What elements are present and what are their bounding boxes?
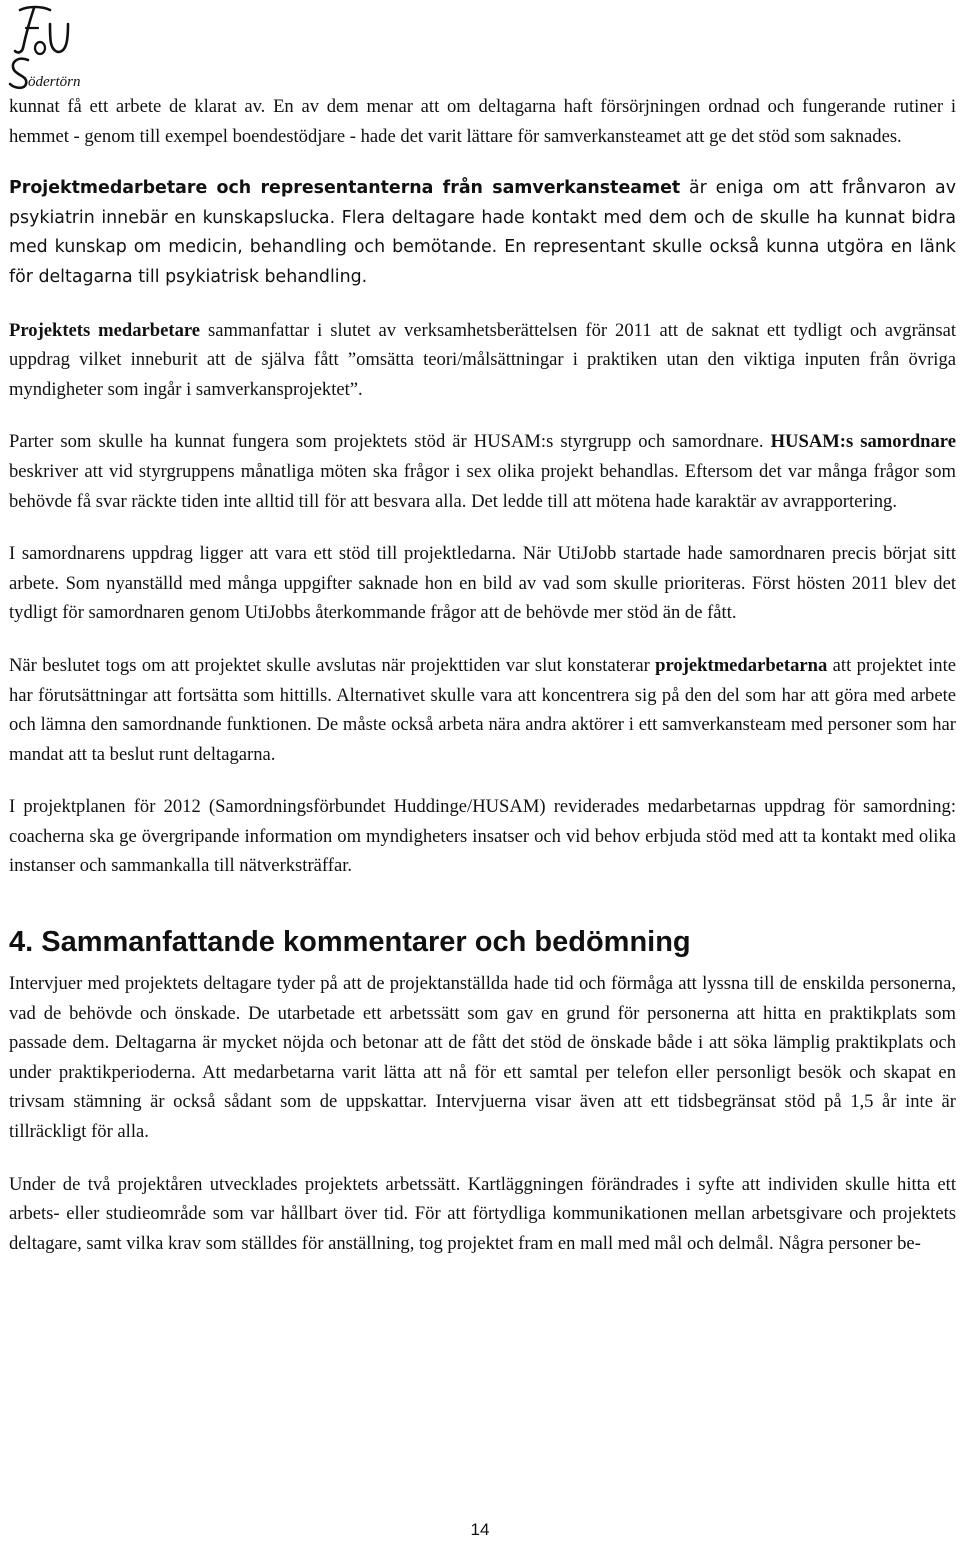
document-body [9, 92, 956, 1281]
paragraph-1 [9, 92, 956, 151]
paragraph-6 [9, 651, 956, 769]
paragraph-4-text-a: Parter som skulle ha kunnat fungera som projektets stöd är HUSAM:s styrgrupp och samordnare. [9, 431, 771, 453]
paragraph-5 [9, 539, 956, 628]
paragraph-6-text-b: att projektet inte har förutsättningar att fortsätta som hittills. Alternativet skulle vara att koncentrera sig på den del som har att göra med arbete och lämna den samordnande funktionen. De måste också arbeta nära andra aktörer i ett samverkansteam med personer som har mandat att ta beslut runt deltagarna. [9, 654, 956, 765]
fou-sodertorn-logo [6, 4, 92, 90]
paragraph-6-bold: projektmedarbetarna [655, 654, 828, 676]
paragraph-2 [9, 174, 956, 292]
paragraph-4 [9, 427, 956, 516]
paragraph-6-text-a: När beslutet togs om att projektet skulle avslutas när projekttiden var slut konstaterar [9, 654, 656, 676]
paragraph-3-bold: Projektets medarbetare [9, 319, 201, 341]
section-heading: 4. Sammanfattande kommentarer och bedömning [9, 926, 691, 959]
paragraph-1-text: kunnat få ett arbete de klarat av. En av dem menar att om deltagarna haft försörjningen ordnad och fungerande rutiner i hemmet - genom till exempel boendestödjare - hade det varit lättare för samverkansteamet att ge det stöd som saknades. [9, 96, 956, 147]
paragraph-2-bold: Projektmedarbetare och representanterna från samverkansteamet [9, 178, 681, 199]
page-number: 14 [470, 1520, 490, 1539]
section-paragraph-1: Intervjuer med projektets deltagare tyder på att de projektanställda hade tid och förmåga att lyssna till de enskilda personerna, vad de behövde och önskade. De utarbetade ett arbetssätt som gav en grund för personerna att hitta en praktikplats som passade dem. Deltagarna är mycket nöjda och betonar att de fått det stöd de önskade både i att söka lämplig praktikplats och under praktikperioderna. Att medarbetarna varit lätta att nå för ett samtal per telefon eller personligt besök och skapat en trivsam stämning är också sådant som de uppskattar. Intervjuerna visar även att ett tidsbegränsat stöd på 1,5 år inte är tillräckligt för alla. [9, 973, 956, 1143]
paragraph-3 [9, 316, 956, 405]
paragraph-4-text-b: beskriver att vid styrgruppens månatliga möten ska frågor i sex olika projekt behandlas. Eftersom det var många frågor som behövde få svar räckte tiden inte alltid till för att besvara alla. Det ledde till att mötena hade karaktär av avrapportering. [9, 460, 956, 512]
section-paragraph-2: Under de två projektåren utvecklades projektets arbetssätt. Kartläggningen förändrades i syfte att individen skulle hitta ett arbets- eller studieområde som var hållbart över tid. För att förtydliga kommunikationen mellan arbetsgivare och projektets deltagare, samt vilka krav som ställdes för anställning, tog projektet fram en mall med mål och delmål. Några personer be- [9, 1173, 956, 1254]
paragraph-7-text: I projektplanen för 2012 (Samordningsförbundet Huddinge/HUSAM) reviderades medarbetarnas uppdrag för samordning: coacherna ska ge övergripande information om myndigheters insatser och vid behov erbjuda stöd med att ta kontakt med olika instanser och sammankalla till nätverksträffar. [9, 796, 956, 877]
paragraph-7 [9, 792, 956, 881]
paragraph-2-text: är eniga om att frånvaron av psykiatrin innebär en kunskapslucka. Flera deltagare hade kontakt med dem och de skulle ha kunnat bidra med kunskap om medicin, behandling och bemötande. En representant skulle också kunna utgöra en länk för deltagarna till psykiatrisk behandling. [9, 178, 956, 287]
paragraph-3-text: sammanfattar i slutet av verksamhetsberättelsen för 2011 att de saknat ett tydligt och avgränsat uppdrag vilket inneburit att de själva fått ”omsätta teori/målsättningar i praktiken utan den viktiga inputen från övriga myndigheter som ingår i samverkansprojektet”. [9, 319, 956, 400]
paragraph-4-bold: HUSAM:s samordnare [770, 431, 956, 453]
svg-text:ödertörn: ödertörn [28, 74, 81, 90]
paragraph-5-text: I samordnarens uppdrag ligger att vara ett stöd till projektledarna. När UtiJobb startade hade samordnaren precis börjat sitt arbete. Som nyanställd med många uppgifter saknade hon en bild av vad som skulle prioriteras. Först hösten 2011 blev det tydligt för samordnaren genom UtiJobbs återkommande frågor att de behövde mer stöd än de fått. [9, 543, 956, 624]
